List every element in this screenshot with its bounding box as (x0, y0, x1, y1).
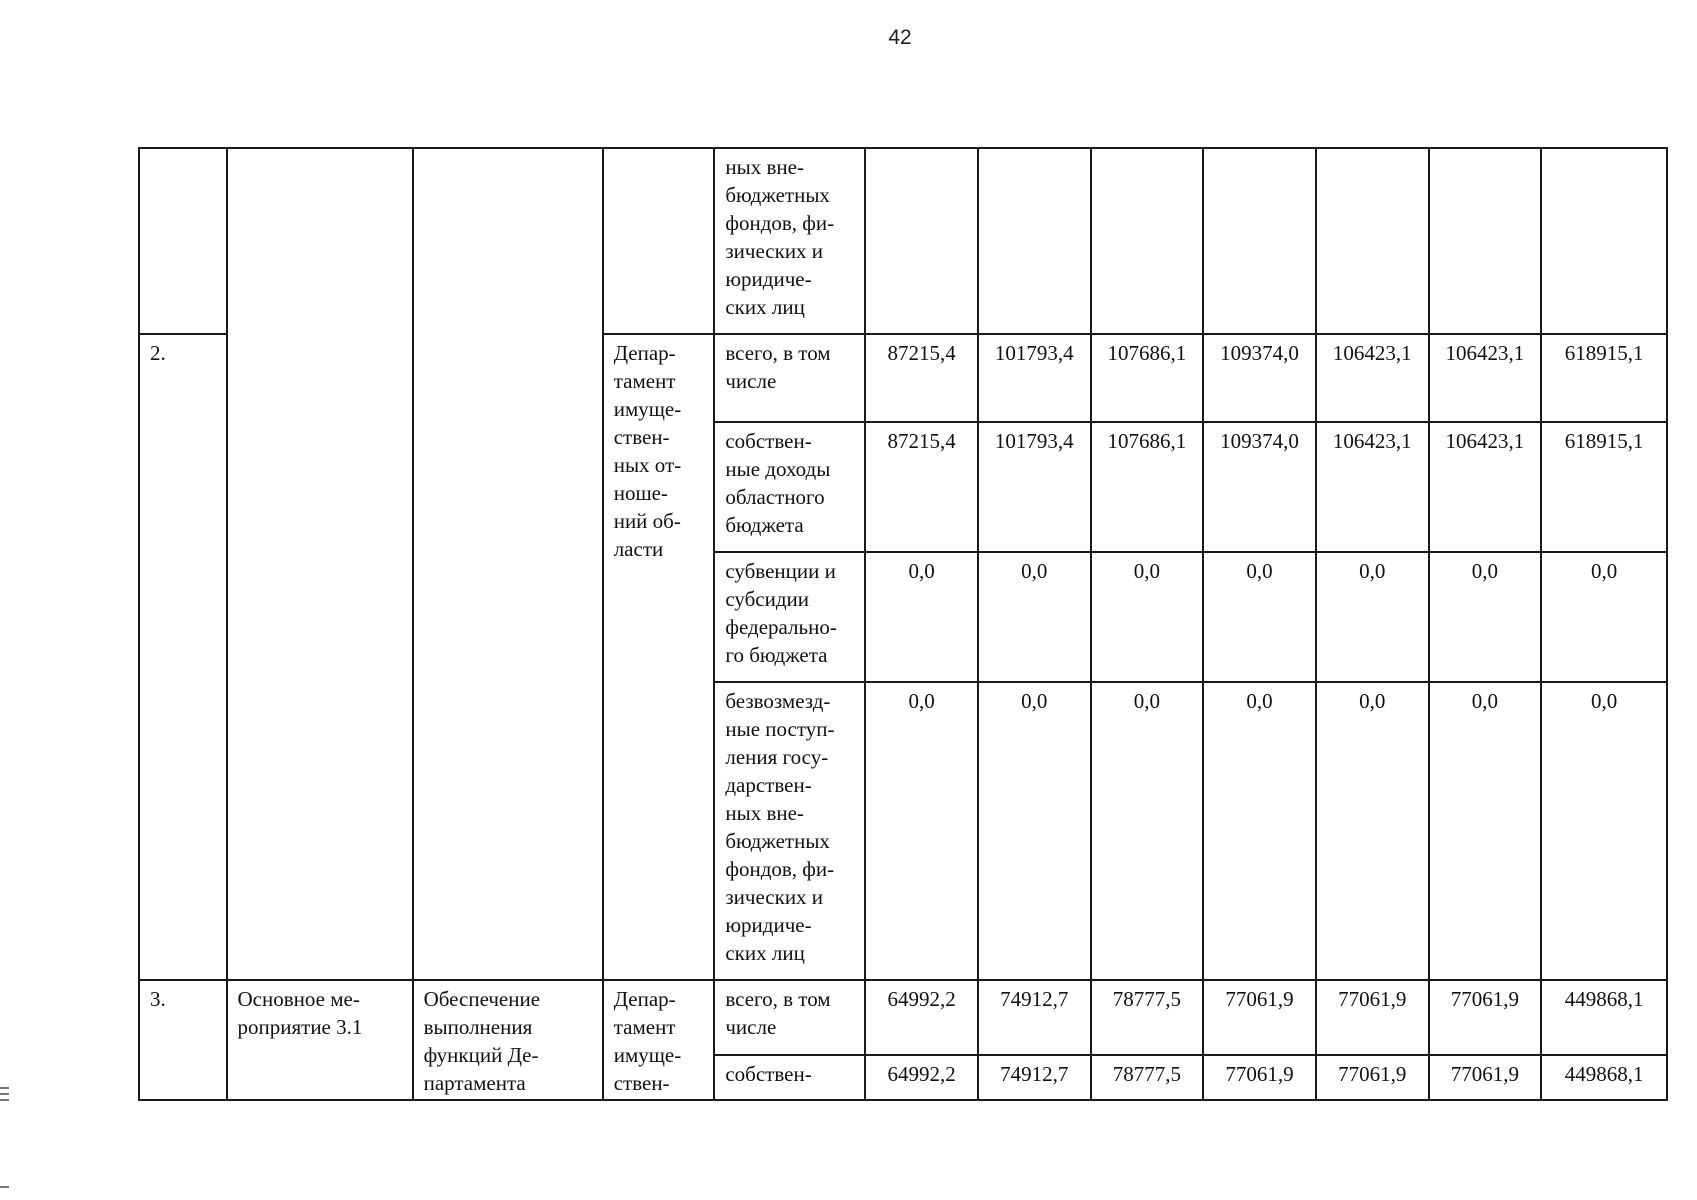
status-cell: Основное ме- роприятие 3.1 (227, 980, 413, 1100)
value-cell: 78777,5 (1091, 980, 1204, 1055)
funding-source-cell: субвенции и субсидии федерально- го бюджета (714, 552, 865, 682)
value-cell: 74912,7 (978, 1055, 1091, 1100)
value-cell: 87215,4 (865, 422, 978, 552)
value-cell: 77061,9 (1429, 1055, 1542, 1100)
value-cell (1091, 148, 1204, 334)
value-cell: 78777,5 (1091, 1055, 1204, 1100)
executor-cell: Депар- тамент имуще- ствен- ных от- ноше- ний об- ласти (603, 334, 715, 980)
value-cell: 106423,1 (1429, 422, 1542, 552)
value-cell (865, 148, 978, 334)
value-cell: 106423,1 (1316, 422, 1429, 552)
value-cell: 0,0 (1541, 552, 1667, 682)
executor-cell: Депар- тамент имуще- ствен- (603, 980, 715, 1100)
scan-mark (0, 1093, 9, 1095)
scan-mark (0, 1186, 9, 1188)
budget-table (138, 147, 1668, 1101)
value-cell: 0,0 (865, 682, 978, 980)
funding-source-cell: ных вне- бюджетных фондов, фи- зических и юридиче- ских лиц (714, 148, 865, 334)
value-cell: 87215,4 (865, 334, 978, 422)
value-cell: 64992,2 (865, 980, 978, 1055)
value-cell: 0,0 (1429, 682, 1542, 980)
value-cell: 64992,2 (865, 1055, 978, 1100)
funding-source-cell: собствен- ные доходы областного бюджета (714, 422, 865, 552)
value-cell: 618915,1 (1541, 422, 1667, 552)
value-cell: 449868,1 (1541, 1055, 1667, 1100)
page-number: 42 (888, 26, 912, 49)
value-cell: 109374,0 (1203, 422, 1316, 552)
value-cell (1316, 148, 1429, 334)
value-cell: 77061,9 (1203, 980, 1316, 1055)
value-cell: 0,0 (1091, 682, 1204, 980)
value-cell: 0,0 (978, 552, 1091, 682)
value-cell: 107686,1 (1091, 334, 1204, 422)
scan-mark (0, 1099, 9, 1101)
table-row (139, 148, 1667, 334)
value-cell: 101793,4 (978, 422, 1091, 552)
value-cell: 0,0 (1091, 552, 1204, 682)
value-cell: 101793,4 (978, 334, 1091, 422)
value-cell: 0,0 (1316, 552, 1429, 682)
funding-source-cell: безвозмезд- ные поступ- ления госу- дарствен- ных вне- бюджетных фондов, фи- зических и юридиче- ских лиц (714, 682, 865, 980)
funding-source-cell: собствен- (714, 1055, 865, 1100)
value-cell (1203, 148, 1316, 334)
name-cell: Обеспечение выполнения функций Де- партамента (413, 980, 603, 1100)
number-cell: 3. (139, 980, 227, 1100)
scan-mark (0, 1087, 9, 1089)
value-cell (1429, 148, 1542, 334)
value-cell: 107686,1 (1091, 422, 1204, 552)
value-cell: 0,0 (1203, 682, 1316, 980)
value-cell: 0,0 (1541, 682, 1667, 980)
funding-source-cell: всего, в том числе (714, 980, 865, 1055)
value-cell (1541, 148, 1667, 334)
status-cell (227, 148, 413, 980)
value-cell: 77061,9 (1429, 980, 1542, 1055)
value-cell: 0,0 (1429, 552, 1542, 682)
value-cell: 77061,9 (1316, 1055, 1429, 1100)
funding-source-cell: всего, в том числе (714, 334, 865, 422)
value-cell: 77061,9 (1203, 1055, 1316, 1100)
number-cell (139, 148, 227, 334)
value-cell: 0,0 (865, 552, 978, 682)
name-cell (413, 148, 603, 980)
value-cell: 74912,7 (978, 980, 1091, 1055)
value-cell: 0,0 (1316, 682, 1429, 980)
number-cell: 2. (139, 334, 227, 980)
value-cell: 0,0 (978, 682, 1091, 980)
value-cell: 109374,0 (1203, 334, 1316, 422)
value-cell: 106423,1 (1429, 334, 1542, 422)
table-row (139, 980, 1667, 1055)
executor-cell (603, 148, 715, 334)
value-cell: 106423,1 (1316, 334, 1429, 422)
value-cell (978, 148, 1091, 334)
value-cell: 618915,1 (1541, 334, 1667, 422)
value-cell: 77061,9 (1316, 980, 1429, 1055)
value-cell: 0,0 (1203, 552, 1316, 682)
value-cell: 449868,1 (1541, 980, 1667, 1055)
